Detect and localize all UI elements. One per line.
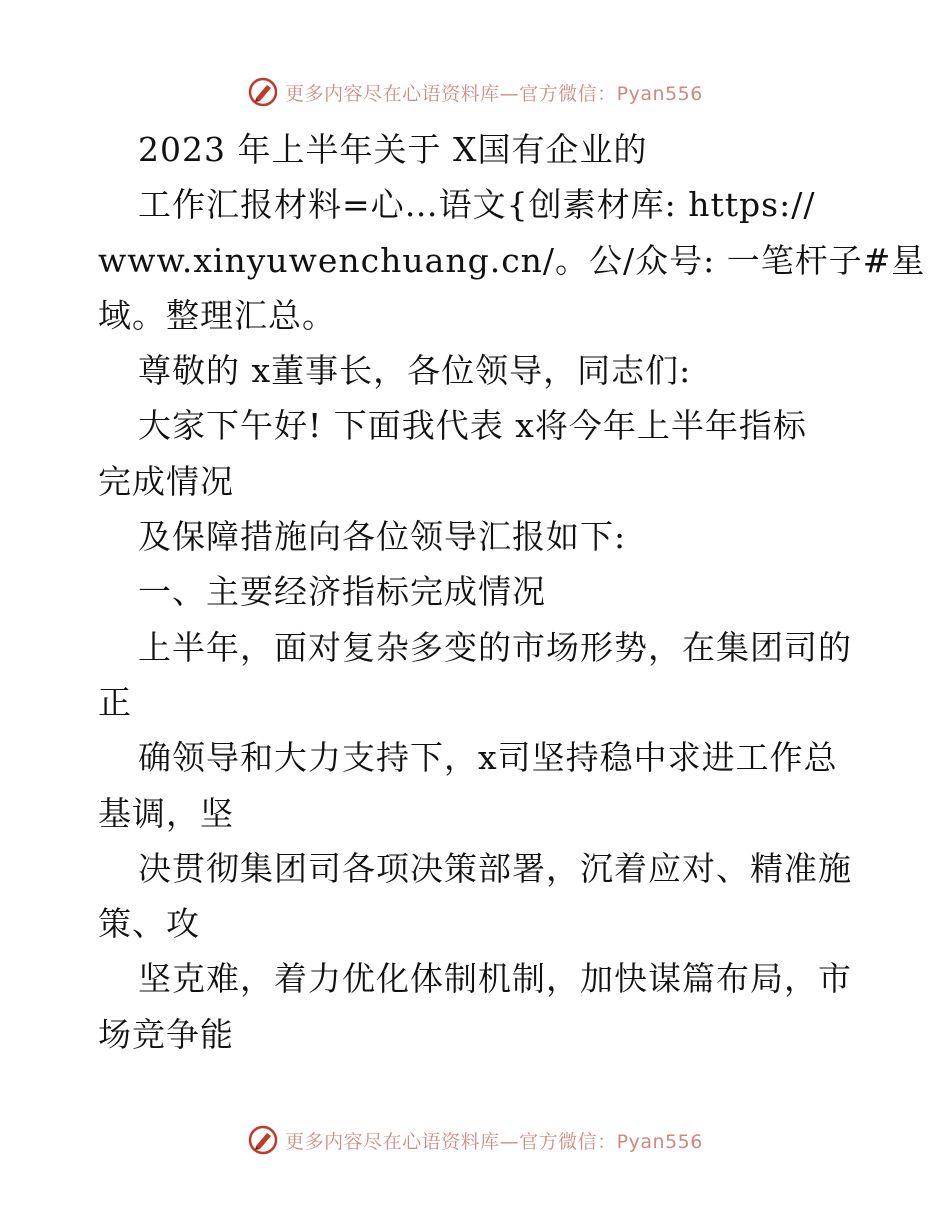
- doc-line: 上半年，面对复杂多变的市场形势，在集团司的: [138, 627, 852, 667]
- watermark-text: 更多内容尽在心语资料库—官方微信：Pyan556: [285, 82, 703, 105]
- doc-line: 坚克难，着力优化体制机制，加快谋篇布局，市: [138, 959, 852, 999]
- doc-line: www.xinyuwenchuang.cn/。公/众号: 一笔杆子#星: [98, 240, 926, 280]
- doc-line: 完成情况: [98, 461, 234, 501]
- watermark-text: 更多内容尽在心语资料库—官方微信：Pyan556: [285, 1130, 703, 1153]
- doc-line: 域。整理汇总。: [98, 295, 336, 335]
- doc-line: 大家下午好! 下面我代表 x将今年上半年指标: [138, 406, 807, 446]
- doc-line: 决贯彻集团司各项决策部署，沉着应对、精准施: [138, 848, 852, 888]
- doc-line: 正: [98, 682, 132, 722]
- doc-line: 一、主要经济指标完成情况: [138, 572, 546, 612]
- doc-line: 基调，坚: [98, 793, 234, 833]
- doc-line: 确领导和大力支持下，x司坚持稳中求进工作总: [138, 738, 838, 778]
- doc-line: 及保障措施向各位领导汇报如下:: [138, 517, 627, 557]
- doc-line: 2023 年上半年关于 X国有企业的: [138, 130, 648, 169]
- pen-logo-icon: [247, 1124, 279, 1156]
- pen-logo-icon: [247, 76, 279, 108]
- doc-line: 工作汇报材料=心…语文{创素材库: https://: [138, 185, 816, 225]
- doc-line: 策、攻: [98, 904, 200, 944]
- doc-line: 尊敬的 x董事长，各位领导，同志们:: [138, 351, 692, 391]
- document-body: [98, 122, 926, 1062]
- watermark-footer: [0, 1120, 950, 1160]
- doc-line: 场竞争能: [98, 1014, 234, 1054]
- watermark-header: [0, 72, 950, 112]
